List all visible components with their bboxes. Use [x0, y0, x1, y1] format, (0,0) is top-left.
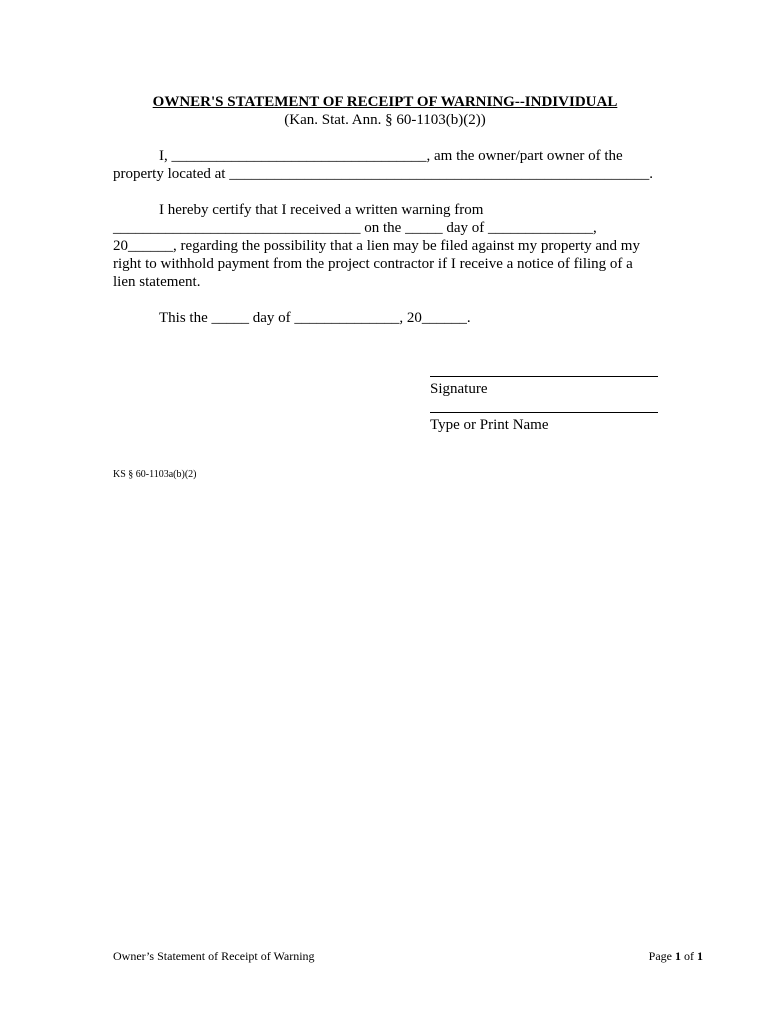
page-prefix: Page [648, 949, 675, 963]
statute-citation: KS § 60-1103a(b)(2) [113, 469, 197, 480]
page-total: 1 [697, 949, 703, 963]
date-line: This the _____ day of ______________, 20______. [159, 310, 471, 326]
statute-reference: (Kan. Stat. Ann. § 60-1103(b)(2)) [284, 112, 486, 128]
page-of: of [681, 949, 697, 963]
footer-page-number [649, 950, 703, 962]
owner-statement-line-2: property located at ________________________________________________________. [113, 166, 653, 182]
document-title: OWNER'S STATEMENT OF RECEIPT OF WARNING--INDIVIDUAL [152, 94, 618, 110]
signature-label: Signature [430, 381, 488, 397]
certification-line-2: _________________________________ on the _____ day of ______________, [113, 220, 597, 236]
print-name-rule [430, 412, 658, 413]
owner-statement-line-1: I, __________________________________, am the owner/part owner of the [159, 148, 623, 164]
certification-line-5: lien statement. [113, 274, 201, 290]
signature-rule [430, 376, 658, 377]
page-current: 1 [675, 949, 681, 963]
certification-line-3: 20______, regarding the possibility that a lien may be filed against my property and my [113, 238, 640, 254]
footer-document-title: Owner’s Statement of Receipt of Warning [113, 949, 315, 963]
certification-line-1: I hereby certify that I received a written warning from [159, 202, 484, 218]
certification-line-4: right to withhold payment from the project contractor if I receive a notice of filing of a [113, 256, 633, 272]
print-name-label: Type or Print Name [430, 417, 549, 433]
